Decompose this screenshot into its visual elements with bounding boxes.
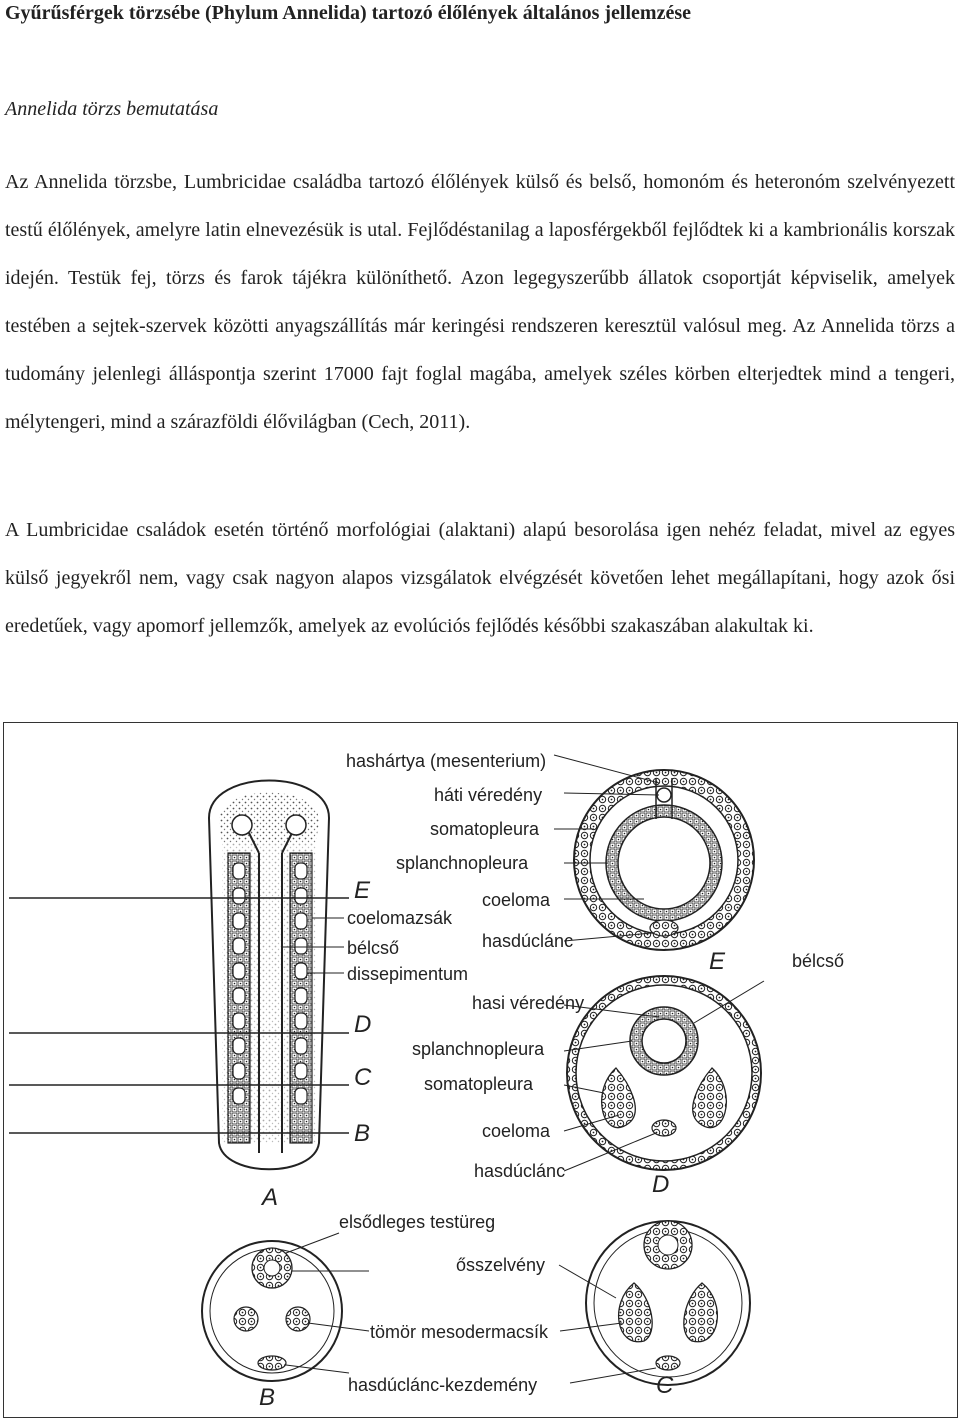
paragraph-classification: A Lumbricidae családok esetén történő morfológiai (alaktani) alapú besorolása igen nehéz feladat, mivel az egyes külső jegyekről nem, vagy csak nagyon alapos vizsgálatok elvégzését követően lehet megállapítani, hogy azok ősi eredetűek, vagy apomorf jellemzők, amelyek az evolúciós fejlődés későbbi szakaszában alakultak ki. xyxy=(5,519,955,637)
label-splanchnopleura-E: splanchnopleura xyxy=(396,853,529,873)
label-coelomazsak: coelomazsák xyxy=(347,908,453,928)
label-dissepimentum: dissepimentum xyxy=(347,964,469,984)
label-belcso-A: bélcső xyxy=(347,938,400,958)
section-label-D: D xyxy=(354,1011,372,1038)
diagram-label-D: D xyxy=(652,1171,670,1198)
label-elsodleges-testureg: elsődleges testüreg xyxy=(339,1212,496,1232)
label-somatopleura-D: somatopleura xyxy=(424,1074,534,1094)
label-hasduclanc-kezdemeny: hasdúclánc-kezdemény xyxy=(348,1375,538,1395)
label-hasduclanc-D: hasdúclánc xyxy=(474,1161,566,1181)
paragraph-intro: Az Annelida törzsbe, Lumbricidae családba tartozó élőlények külső és belső, homonóm és heteronóm szelvényezett testű élőlények, amelyre latin elnevezésük is utal. Fejlődéstanilag a laposférgekből fejlődtek ki a kambrionális korszak idején. Testük fej, törzs és farok tájékra különíthető. Azon legegyszerűbb állatok csoportját képviselik, amelyek testében a sejtek-szervek közötti anyagszállítás már keringési rendszeren keresztül valósul meg. Az Annelida törzs a tudomány jelenlegi álláspontja szerint 17000 fajt foglal magába, amelyek széles körben elterjedtek mind a tengeri, mélytengeri, mind a szárazföldi élővilágban (Cech, 2011). xyxy=(5,171,955,433)
label-hasi-veredeny: hasi véredény xyxy=(472,993,585,1013)
diagram-E-cross-section xyxy=(554,755,754,950)
label-coeloma-D: coeloma xyxy=(482,1121,551,1141)
label-somatopleura-E: somatopleura xyxy=(430,819,540,839)
label-hashartya: hashártya (mesenterium) xyxy=(346,751,547,771)
section-subtitle: Annelida törzs bemutatása xyxy=(5,98,219,120)
section-label-C: C xyxy=(354,1064,372,1091)
label-belcso-E: bélcső xyxy=(792,951,845,971)
label-tomor-mesodermacsik: tömör mesodermacsík xyxy=(370,1322,549,1342)
diagram-label-A: A xyxy=(262,1184,279,1211)
label-osszelveny: ősszelvény xyxy=(456,1255,546,1275)
diagram-C-cross-section xyxy=(559,1221,750,1385)
label-splanchnopleura-D: splanchnopleura xyxy=(412,1039,545,1059)
section-label-B: B xyxy=(354,1120,371,1147)
diagram-D-cross-section xyxy=(564,976,764,1171)
label-coeloma-E: coeloma xyxy=(482,890,551,910)
diagram-label-B: B xyxy=(259,1384,276,1411)
diagram-A-longitudinal xyxy=(9,781,349,1170)
diagram-label-C: C xyxy=(656,1372,674,1399)
section-label-E: E xyxy=(354,877,371,904)
label-hati-veredeny: háti véredény xyxy=(434,785,543,805)
figure-drawing xyxy=(4,723,959,1419)
label-hasduclanc-E: hasdúclánc xyxy=(482,931,574,951)
diagram-B-cross-section xyxy=(202,1233,369,1381)
diagram-label-E: E xyxy=(709,948,726,975)
annelida-anatomy-figure xyxy=(3,722,958,1418)
page-title: Gyűrűsférgek törzsébe (Phylum Annelida) tartozó élőlények általános jellemzése xyxy=(5,2,691,24)
